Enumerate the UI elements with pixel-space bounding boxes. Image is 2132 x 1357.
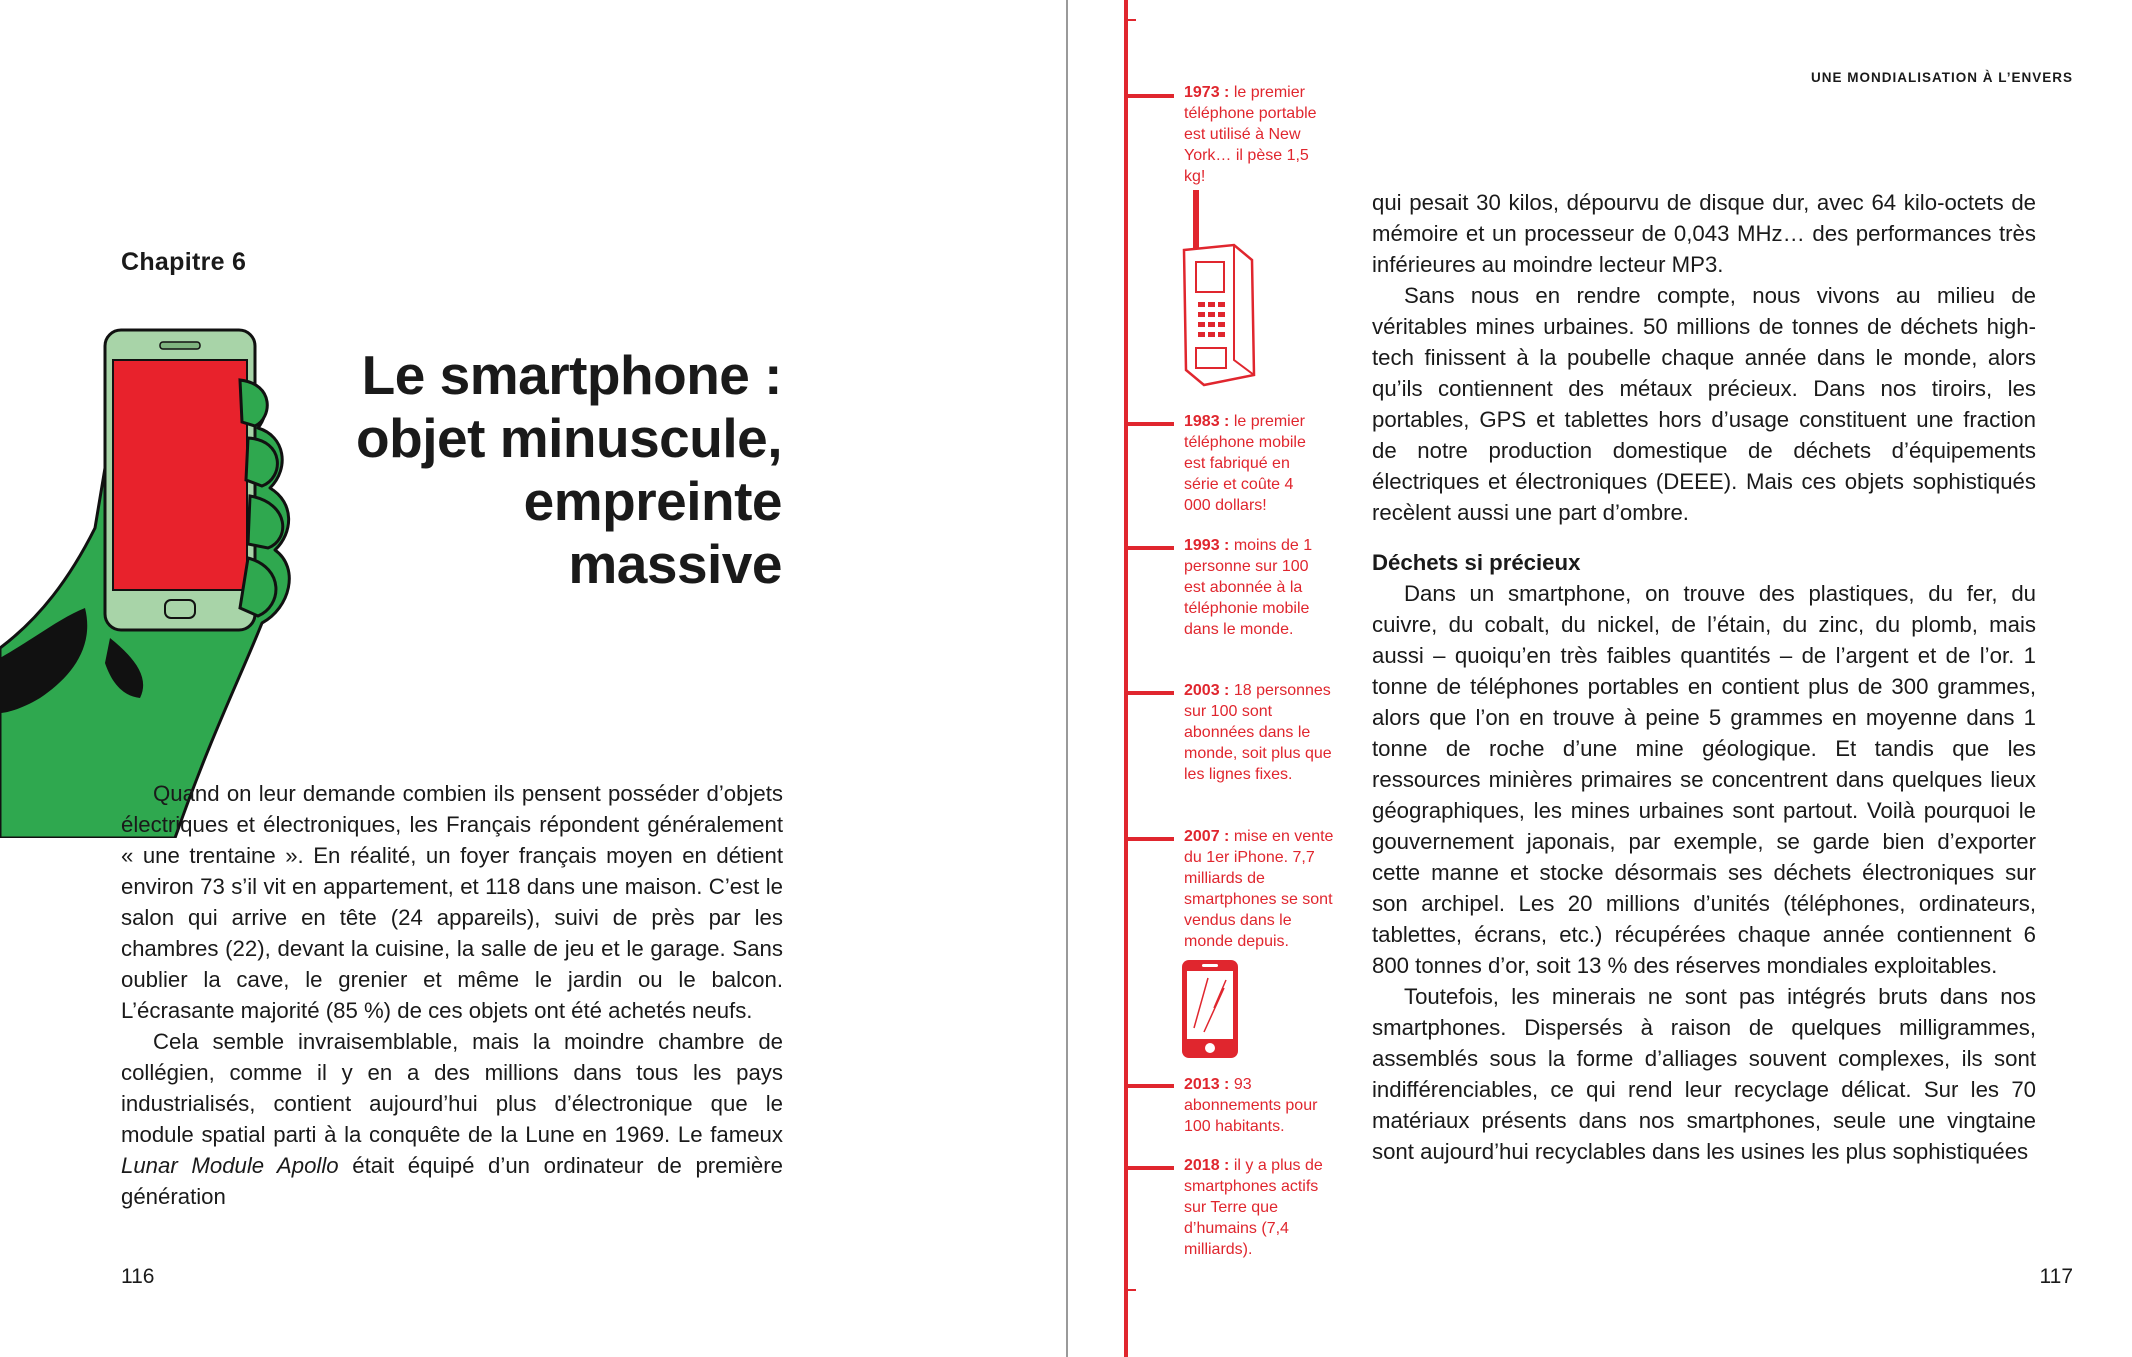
paragraph: Quand on leur demande combien ils pensent posséder d’objets électriques et électroniques, les Français répondent généralement « une trentaine ». En réalité, un foyer français moyen en détient environ 73 s’il vit en appartement, et 118 dans une maison. C’est le salon qui arrive en tête (24 appareils), suivi de près par les chambres (22), devant la cuisine, la salle de jeu et le garage. Sans oublier la cave, le grenier et même le jardin ou le balcon. L’écrasante majorité (85 %) de ces objets ont été achetés neufs.: [121, 781, 783, 1023]
page-number-left: 116: [121, 1265, 155, 1288]
timeline-entry: [1184, 1074, 1344, 1137]
section-subhead: Déchets si précieux: [1372, 550, 1581, 575]
running-head: UNE MONDIALISATION À L’ENVERS: [1810, 70, 2073, 85]
paragraph: Sans nous en rendre compte, nous vivons au milieu de véritables mines urbaines. 50 millions de tonnes de déchets high-tech finissent à la poubelle chaque année dans le monde, alors qu’ils contiennent des métaux précieux. Dans nos tiroirs, les portables, GPS et tablettes hors d’usage constituent une fraction de notre production domestique de déchets d’équipements électriques et électroniques (DEEE). Mais ces objets sophistiqués recèlent aussi une part d’ombre.: [1372, 283, 2036, 525]
timeline-entry: [1184, 411, 1324, 516]
timeline-text: mise en vente du 1er iPhone. 7,7 milliards de smartphones se sont vendus dans le monde depuis.: [1184, 828, 1334, 950]
timeline-year: 2018 :: [1184, 1157, 1230, 1174]
timeline-text: 18 personnes sur 100 sont abonnées dans le monde, soit plus que les lignes fixes.: [1184, 682, 1332, 783]
page-number-right: 117: [2039, 1265, 2073, 1288]
paragraph: Dans un smartphone, on trouve des plastiques, du fer, du cuivre, du cobalt, du nickel, de l’étain, du zinc, du plomb, mais aussi – quoiqu’en très faibles quantités – de l’argent et de l’or. 1 tonne de téléphones portables en contient plus de 300 grammes, alors que l’on en trouve à peine 5 grammes en moyenne dans 1 tonne de roche d’une mine géologique. Et tandis que les ressources minières primaires se concentrent dans quelques lieux géographiques, les mines urbaines sont partout. Voilà pourquoi le gouvernement japonais, par exemple, se garde bien d’exporter cette manne et stocke désormais ses déchets électroniques sur son archipel. Les 20 millions d’unités (téléphones, ordinateurs, tablettes, écrans, etc.) récupérées chaque année contiennent 6 800 tonnes d’or, soit 13 % des réserves mondiales exploitables.: [1372, 581, 2036, 978]
timeline-year: 1973 :: [1184, 84, 1230, 101]
title-line: massive: [568, 533, 782, 595]
timeline-entry: [1184, 1155, 1324, 1260]
timeline-year: 1993 :: [1184, 537, 1230, 554]
title-line: Le smartphone :: [361, 344, 782, 406]
right-page: [1074, 0, 2132, 1357]
timeline-text: le premier téléphone portable est utilisé à New York… il pèse 1,5 kg!: [1184, 84, 1317, 185]
timeline-entry: [1184, 82, 1324, 187]
iphone-illustration: [1180, 958, 1240, 1060]
right-body-text: [1372, 187, 2036, 1167]
timeline-year: 1983 :: [1184, 413, 1230, 430]
timeline-entry: [1184, 535, 1320, 640]
brick-phone-illustration: [1174, 190, 1269, 390]
timeline-year: 2013 :: [1184, 1076, 1230, 1093]
paragraph: qui pesait 30 kilos, dépourvu de disque dur, avec 64 kilo-octets de mémoire et un processeur de 0,043 MHz… des performances très inférieures au moindre lecteur MP3.: [1372, 190, 2036, 277]
title-line: empreinte: [523, 470, 782, 532]
title-line: objet minuscule,: [356, 407, 782, 469]
paragraph: [121, 1026, 783, 1212]
paragraph: Toutefois, les minerais ne sont pas intégrés bruts dans nos smartphones. Dispersés à raison de quelques milligrammes, assemblés sous la forme d’alliages souvent complexes, ils sont indifférenciables, ce qui rend leur recyclage délicat. Sur les 70 matériaux présents dans nos smartphones, seule une vingtaine sont aujourd’hui recyclables dans les usines les plus sophistiquées: [1372, 984, 2036, 1164]
timeline-entry: [1184, 826, 1339, 952]
timeline-year: 2003 :: [1184, 682, 1230, 699]
left-body-text: [121, 778, 783, 1212]
timeline-text: moins de 1 personne sur 100 est abonnée à la téléphonie mobile dans le monde.: [1184, 537, 1313, 638]
chapter-title: [290, 344, 782, 596]
timeline-text: il y a plus de smartphones actifs sur Terre que d’humains (7,4 milliards).: [1184, 1157, 1323, 1258]
timeline-year: 2007 :: [1184, 828, 1230, 845]
gutter-divider: [1066, 0, 1068, 1357]
timeline-text: le premier téléphone mobile est fabriqué en série et coûte 4 000 dollars!: [1184, 413, 1306, 514]
timeline-entry: [1184, 680, 1334, 785]
paragraph-text: Cela semble invraisemblable, mais la moindre chambre de collégien, comme il y en a des millions dans tous les pays industrialisés, contient aujourd’hui plus d’électronique que le module spatial parti à la conquête de la Lune en 1969. Le fameux: [121, 1029, 783, 1147]
chapter-label: Chapitre 6: [121, 248, 247, 276]
italic-title: Lunar Module Apollo: [121, 1153, 339, 1178]
timeline-text: 93 abonnements pour 100 habitants.: [1184, 1076, 1318, 1135]
hand-holding-phone-illustration: [0, 318, 300, 838]
paragraph-text: était équipé d’un ordinateur de première génération: [121, 1153, 784, 1209]
